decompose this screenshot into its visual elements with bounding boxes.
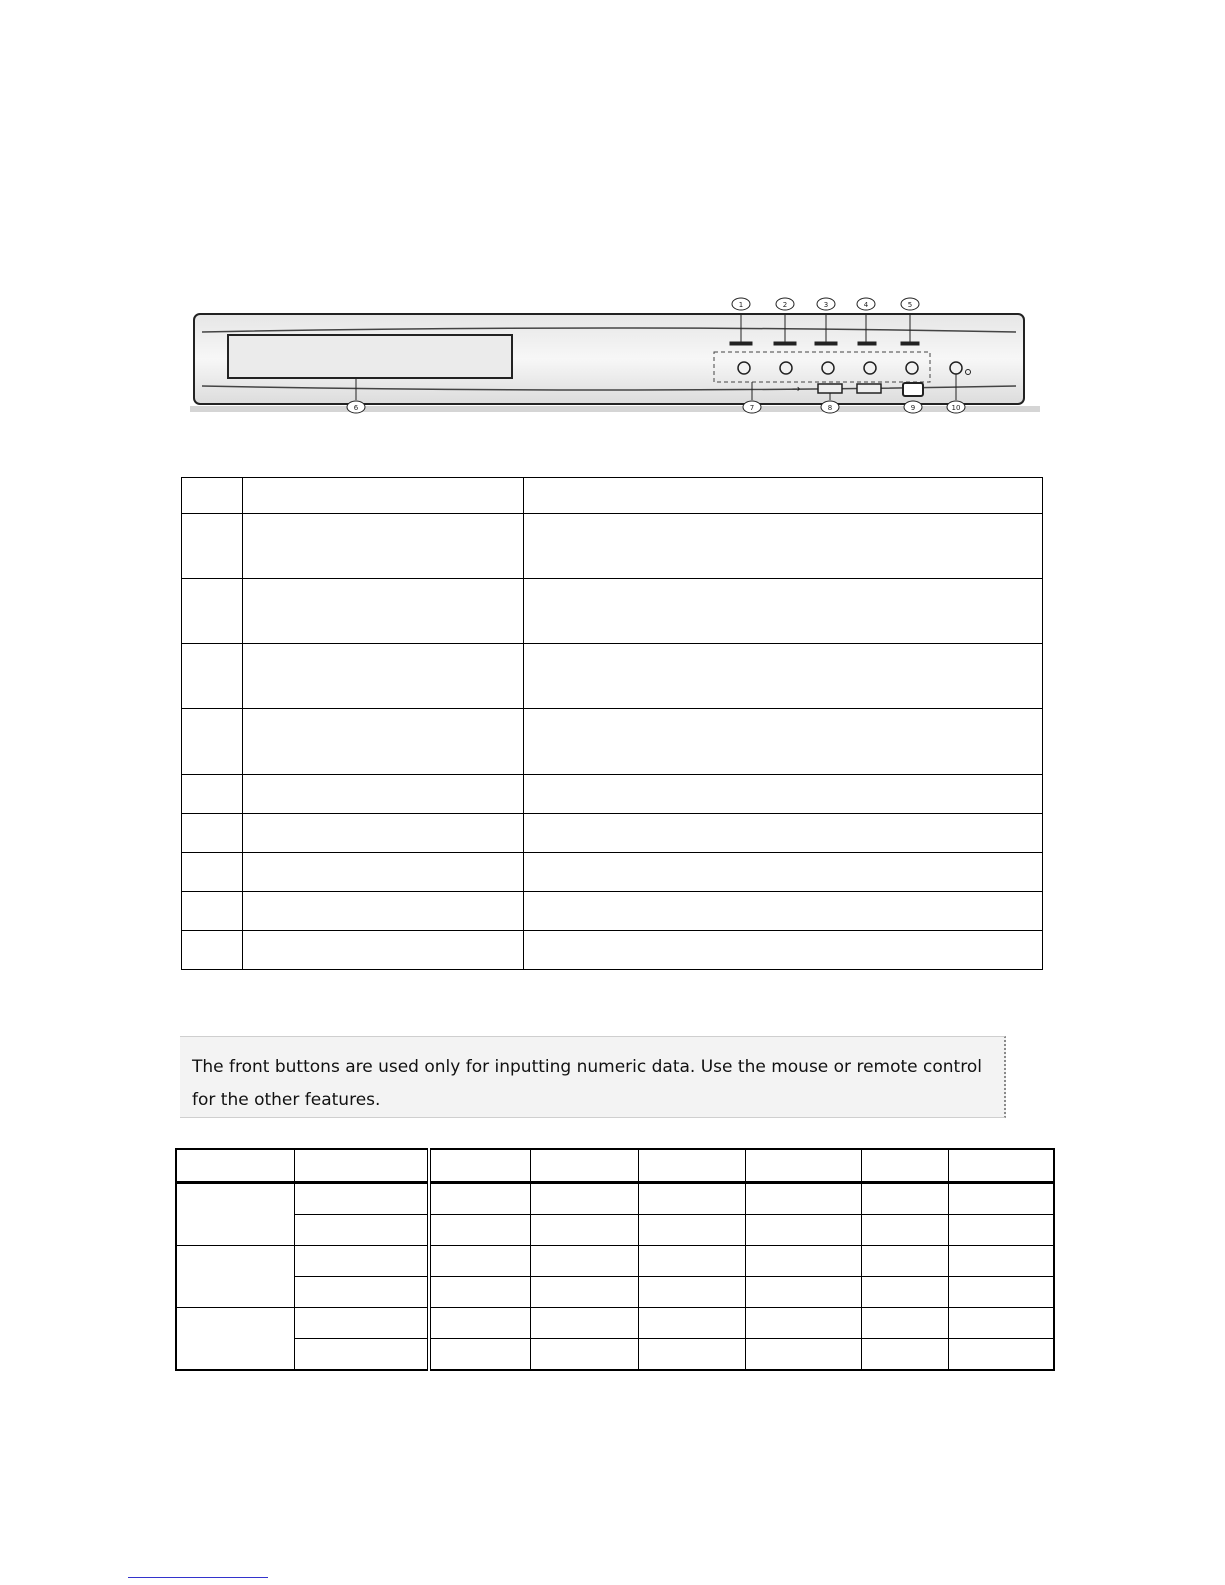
button-mapping-table [175,1148,1055,1371]
table-row [182,931,1043,970]
callout-1-label: 1 [738,301,744,309]
display-window [228,335,512,378]
callout-7-label: 7 [749,404,755,412]
control-button [780,362,792,374]
table-row [182,853,1043,892]
table-row [182,478,1043,514]
callout-2-label: 2 [782,301,788,309]
callout-6-label: 6 [353,404,359,412]
callout-3-label: 3 [823,301,829,309]
note-box [180,1036,1006,1118]
note-text: The front buttons are used only for inputting numeric data. Use the mouse or remote control for the other features. [192,1057,982,1110]
usb-port [857,384,881,393]
usb-port [818,384,842,393]
table-row [176,1339,1054,1371]
callout-4-label: 4 [863,301,869,309]
control-button [906,362,918,374]
callout-10-label: 10 [951,404,961,412]
front-panel-spec-table [181,477,1043,970]
table-row [176,1246,1054,1277]
footnote-rule [128,1577,268,1578]
control-button [864,362,876,374]
table-row [182,579,1043,644]
ir-window [903,383,923,396]
callout-5-label: 5 [907,301,913,309]
control-button [738,362,750,374]
table-row [182,775,1043,814]
table-row [182,514,1043,579]
front-panel-diagram [190,294,1040,420]
table-header-row [176,1149,1054,1183]
table-row [182,709,1043,775]
table-row [176,1277,1054,1308]
power-button [950,362,962,374]
callout-9-label: 9 [910,404,916,412]
table-row [176,1183,1054,1215]
table-row [176,1215,1054,1246]
table-row [182,644,1043,709]
table-row [176,1308,1054,1339]
control-button [822,362,834,374]
callout-8-label: 8 [827,404,833,412]
svg-text:→: → [792,384,801,395]
table-row [182,892,1043,931]
table-row [182,814,1043,853]
